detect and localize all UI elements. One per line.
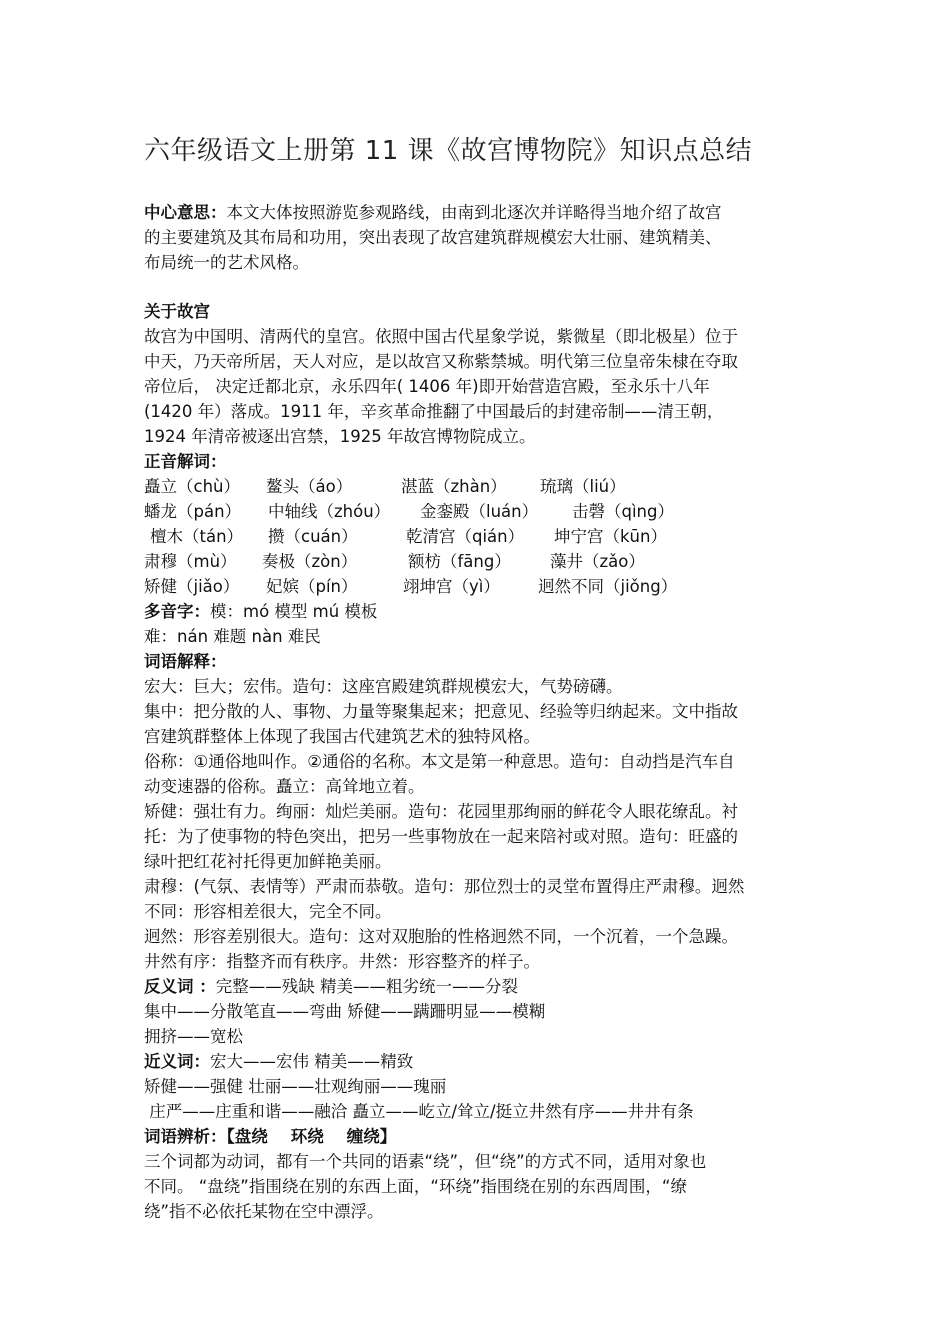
analysis-text-line: 绕”指不必依托某物在空中漂浮。 xyxy=(144,1202,384,1221)
page-title: 六年级语文上册第 11 课《故宫博物院》知识点总结 xyxy=(144,136,753,166)
about-line: 帝位后， 决定迁都北京，永乐四年( 1406 年)即开始营造宫殿，至永乐十八年 xyxy=(144,377,710,396)
pinyin-item: 迥然不同（jiǒng） xyxy=(538,577,678,596)
synonyms-line: 庄严——庄重和谐——融洽 矗立——屹立/耸立/挺立井然有序——井井有条 xyxy=(144,1102,694,1121)
vocab-line: 俗称：①通俗地叫作。②通俗的名称。本文是第一种意思。造句：自动挡是汽车自 xyxy=(144,752,735,771)
analysis-text-line: 不同。 “盘绕”指围绕在别的东西上面，“环绕”指围绕在别的东西周围，“缭 xyxy=(144,1177,687,1196)
pinyin-item: 奏极（zòn） xyxy=(262,552,358,571)
pinyin-item: 中轴线（zhóu） xyxy=(268,502,391,521)
vocab-line: 集中：把分散的人、事物、力量等聚集起来；把意见、经验等归纳起来。文中指故 xyxy=(144,702,738,721)
pronunciation-heading: 正音解词： xyxy=(144,452,227,471)
antonyms-line: 集中——分散笔直——弯曲 矫健——蹒跚明显——模糊 xyxy=(144,1002,546,1021)
vocab-line: 肃穆：(气氛、表情等）严肃而恭敬。造句：那位烈士的灵堂布置得庄严肃穆。迥然 xyxy=(144,877,745,896)
synonyms-label: 近义词： xyxy=(144,1052,210,1071)
pinyin-item: 乾清宫（qián） xyxy=(406,527,525,546)
analysis-line xyxy=(144,1125,396,1149)
vocab-heading: 词语解释： xyxy=(144,652,227,671)
synonyms-line: 矫健——强健 壮丽——壮观绚丽——瑰丽 xyxy=(144,1077,447,1096)
about-line: (1420 年）落成。1911 年，辛亥革命推翻了中国最后的封建帝制——清王朝， xyxy=(144,402,724,421)
central-idea-text: 本文大体按照游览参观路线，由南到北逐次并详略得当地介绍了故宫 xyxy=(226,203,722,222)
about-line: 中天，乃天帝所居，天人对应，是以故宫又称紫禁城。明代第三位皇帝朱棣在夺取 xyxy=(144,352,738,371)
vocab-line: 井然有序：指整齐而有秩序。井然：形容整齐的样子。 xyxy=(144,952,540,971)
pinyin-item: 藻井（zǎo） xyxy=(550,552,645,571)
pinyin-item: 肃穆（mù） xyxy=(144,552,237,571)
polyphone-label: 多音字： xyxy=(144,602,210,621)
pinyin-item: 矫健（jiǎo） xyxy=(144,577,240,596)
pinyin-item: 湛蓝（zhàn） xyxy=(401,477,507,496)
pinyin-item: 矗立（chù） xyxy=(144,477,240,496)
pinyin-item: 击磬（qìng） xyxy=(572,502,674,521)
pinyin-item: 檀木（tán） xyxy=(150,527,244,546)
about-line: 1924 年清帝被逐出宫禁，1925 年故宫博物院成立。 xyxy=(144,427,536,446)
antonyms-line: 拥挤——宽松 xyxy=(144,1027,243,1046)
antonyms-line xyxy=(144,975,518,999)
polyphone-text: 模：mó 模型 mú 模板 xyxy=(210,602,378,621)
pinyin-item: 蟠龙（pán） xyxy=(144,502,242,521)
synonyms-text: 宏大——宏伟 精美——精致 xyxy=(210,1052,414,1071)
analysis-text-line: 三个词都为动词，都有一个共同的语素“绕”，但“绕”的方式不同，适用对象也 xyxy=(144,1152,707,1171)
vocab-line: 迥然：形容差别很大。造句：这对双胞胎的性格迥然不同，一个沉着，一个急躁。 xyxy=(144,927,738,946)
polyphone-line: 难：nán 难题 nàn 难民 xyxy=(144,627,321,646)
vocab-line: 宏大：巨大；宏伟。造句：这座宫殿建筑群规模宏大，气势磅礴。 xyxy=(144,677,623,696)
pinyin-item: 翊坤宫（yì） xyxy=(403,577,500,596)
central-idea-line xyxy=(144,201,722,225)
pinyin-item: 额枋（fāng） xyxy=(408,552,511,571)
vocab-line: 托：为了使事物的特色突出，把另一些事物放在一起来陪衬或对照。造句：旺盛的 xyxy=(144,827,738,846)
central-idea-line: 的主要建筑及其布局和功用，突出表现了故宫建筑群规模宏大壮丽、建筑精美、 xyxy=(144,228,722,247)
pinyin-item: 金銮殿（luán） xyxy=(420,502,539,521)
analysis-bracket: 【盘绕 环绕 缠绕】 xyxy=(226,1127,397,1146)
pinyin-item: 妃嫔（pín） xyxy=(266,577,358,596)
about-line: 故宫为中国明、清两代的皇宫。依照中国古代星象学说，紫微星（即北极星）位于 xyxy=(144,327,738,346)
analysis-label: 词语辨析： xyxy=(144,1127,227,1146)
pinyin-item: 坤宁宫（kūn） xyxy=(554,527,667,546)
synonyms-line xyxy=(144,1050,413,1074)
pinyin-item: 琉璃（liú） xyxy=(540,477,626,496)
vocab-line: 矫健：强壮有力。绚丽：灿烂美丽。造句：花园里那绚丽的鲜花令人眼花缭乱。衬 xyxy=(144,802,738,821)
antonyms-label: 反义词 ： xyxy=(144,977,216,996)
vocab-line: 宫建筑群整体上体现了我国古代建筑艺术的独特风格。 xyxy=(144,727,540,746)
pinyin-item: 攒（cuán） xyxy=(268,527,358,546)
polyphone-line xyxy=(144,600,377,624)
antonyms-text: 完整——残缺 精美——粗劣统一——分裂 xyxy=(215,977,518,996)
about-heading: 关于故宫 xyxy=(144,302,210,321)
vocab-line: 不同：形容相差很大，完全不同。 xyxy=(144,902,392,921)
vocab-line: 动变速器的俗称。矗立：高耸地立着。 xyxy=(144,777,425,796)
central-idea-label: 中心意思： xyxy=(144,203,227,222)
central-idea-line: 布局统一的艺术风格。 xyxy=(144,253,309,272)
vocab-line: 绿叶把红花衬托得更加鲜艳美丽。 xyxy=(144,852,392,871)
pinyin-item: 鳌头（áo） xyxy=(266,477,353,496)
